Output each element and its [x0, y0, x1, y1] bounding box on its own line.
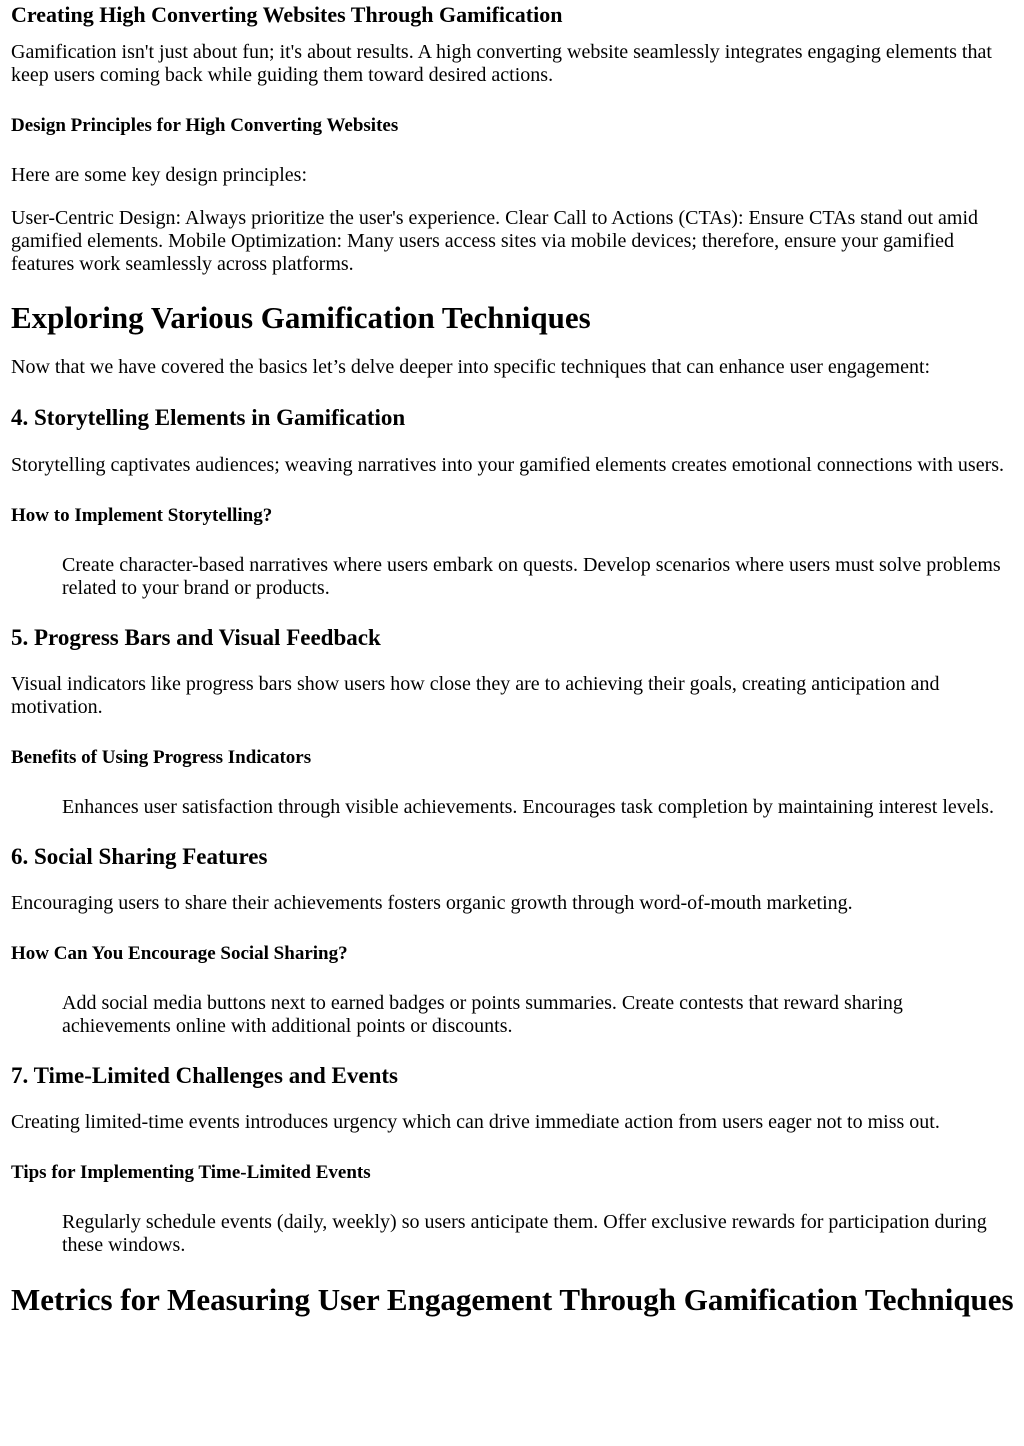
section-quote-progress-bars: Enhances user satisfaction through visible achievements. Encourages task completion by maintaining interest levels. [62, 796, 994, 818]
section-subheading-time-limited: Tips for Implementing Time-Limited Events [11, 1162, 371, 1183]
section-body-progress-bars: Visual indicators like progress bars show users how close they are to achieving their goals, creating anticipation and motivation. [11, 673, 940, 718]
section-subheading-social-sharing: How Can You Encourage Social Sharing? [11, 943, 348, 964]
design-principles-heading: Design Principles for High Converting Websites [11, 115, 399, 136]
section-subheading-progress-bars: Benefits of Using Progress Indicators [11, 747, 312, 768]
section-quote-time-limited: Regularly schedule events (daily, weekly) so users anticipate them. Offer exclusive rewards for participation during these windows. [62, 1211, 987, 1256]
design-principles-lead: Here are some key design principles: [11, 164, 308, 186]
article-title: Creating High Converting Websites Through Gamification [11, 2, 563, 27]
section-heading-storytelling: 4. Storytelling Elements in Gamification [11, 405, 406, 430]
section-heading-progress-bars: 5. Progress Bars and Visual Feedback [11, 625, 381, 650]
intro-paragraph: Gamification isn't just about fun; it's about results. A high converting website seamlessly integrates engaging elements that keep users coming back while guiding them toward desired actions. [11, 41, 992, 86]
section-subheading-storytelling: How to Implement Storytelling? [11, 505, 273, 526]
section-body-storytelling: Storytelling captivates audiences; weaving narratives into your gamified elements creates emotional connections with users. [11, 454, 1005, 476]
techniques-intro: Now that we have covered the basics let’s delve deeper into specific techniques that can enhance user engagement: [11, 356, 931, 378]
section-heading-social-sharing: 6. Social Sharing Features [11, 844, 268, 869]
techniques-heading: Exploring Various Gamification Techniques [11, 300, 591, 335]
section-body-time-limited: Creating limited-time events introduces urgency which can drive immediate action from users eager not to miss out. [11, 1111, 940, 1133]
section-quote-storytelling: Create character-based narratives where users embark on quests. Develop scenarios where users must solve problems related to your brand or products. [62, 554, 1001, 599]
section-body-social-sharing: Encouraging users to share their achievements fosters organic growth through word-of-mouth marketing. [11, 892, 853, 914]
design-principles-body: User-Centric Design: Always prioritize the user's experience. Clear Call to Actions (CTAs): Ensure CTAs stand out amid gamified elements. Mobile Optimization: Many users access sites via mobile devices; therefore, ensure your gamified features work seamlessly across platforms. [11, 207, 979, 275]
section-heading-time-limited: 7. Time-Limited Challenges and Events [11, 1063, 398, 1088]
metrics-heading: Metrics for Measuring User Engagement Through Gamification Techniques [11, 1282, 1014, 1317]
section-quote-social-sharing: Add social media buttons next to earned badges or points summaries. Create contests that reward sharing achievements online with additional points or discounts. [62, 992, 903, 1037]
